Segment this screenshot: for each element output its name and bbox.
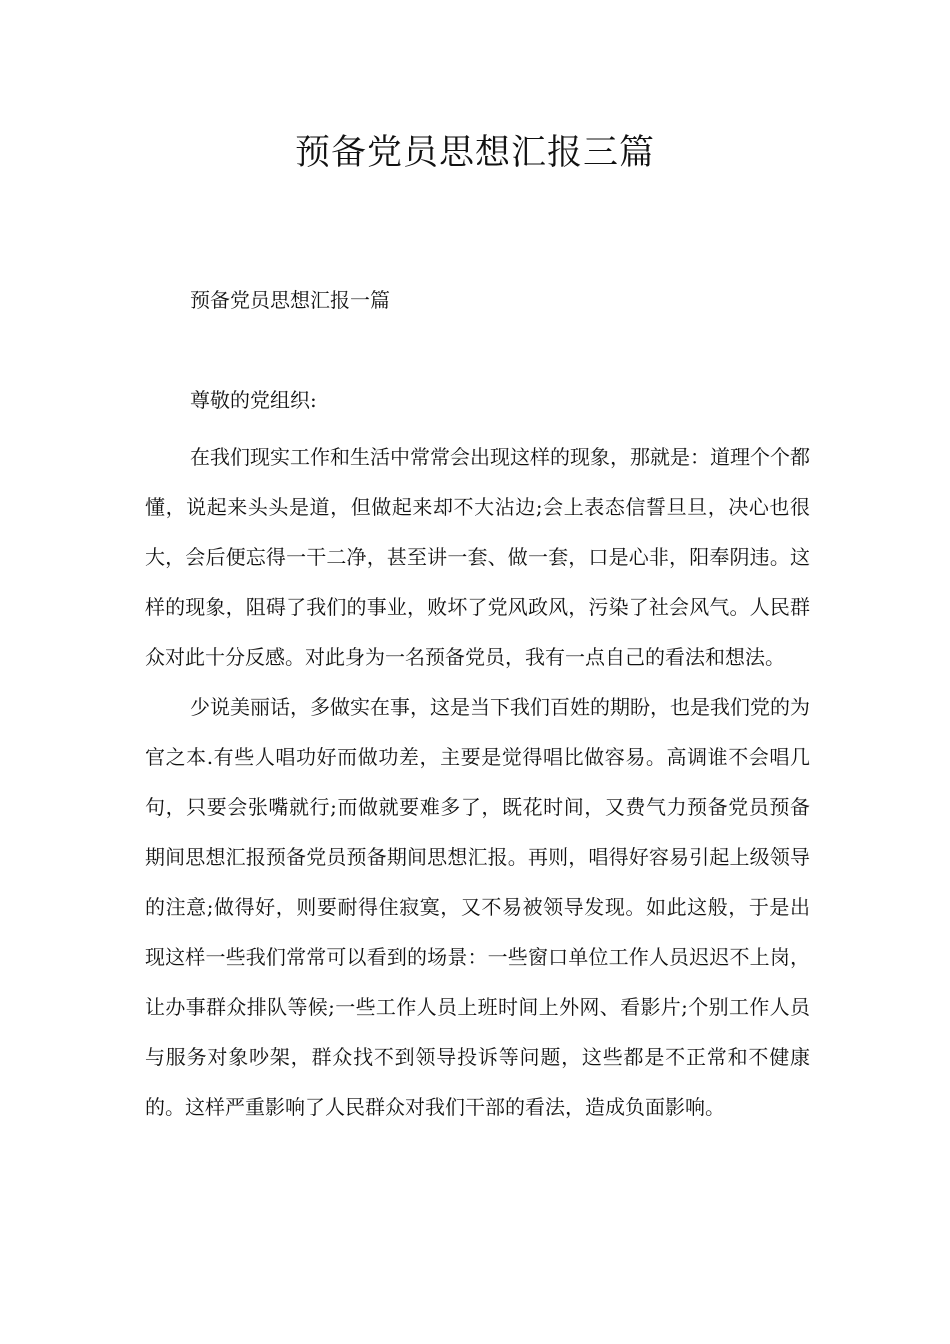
document-body (145, 432, 810, 1132)
section-heading: 预备党员思想汇报一篇 (190, 288, 390, 312)
body-paragraph: 在我们现实工作和生活中常常会出现这样的现象，那就是：道理个个都懂，说起来头头是道，但做起来却不大沾边;会上表态信誓旦旦，决心也很大，会后便忘得一干二净，甚至讲一套、做一套，口是心非，阳奉阴违。这样的现象，阻碍了我们的事业，败坏了党风政风，污染了社会风气。人民群众对此十分反感。对此身为一名预备党员，我有一点自己的看法和想法。 (145, 445, 810, 669)
salutation: 尊敬的党组织: (190, 388, 317, 412)
document-title: 预备党员思想汇报三篇 (294, 133, 655, 173)
body-paragraph: 少说美丽话，多做实在事，这是当下我们百姓的期盼，也是我们党的为官之本.有些人唱功好而做功差，主要是觉得唱比做容易。高调谁不会唱几句，只要会张嘴就行;而做就要难多了，既花时间，又费气力预备党员预备期间思想汇报预备党员预备期间思想汇报。再则，唱得好容易引起上级领导的注意;做得好，则要耐得住寂寞，又不易被领导发现。如此这般，于是出现这样一些我们常常可以看到的场景：一些窗口单位工作人员迟迟不上岗，让办事群众排队等候;一些工作人员上班时间上外网、看影片;个别工作人员与服务对象吵架，群众找不到领导投诉等问题，这些都是不正常和不健康的。这样严重影响了人民群众对我们干部的看法，造成负面影响。 (145, 695, 810, 1119)
